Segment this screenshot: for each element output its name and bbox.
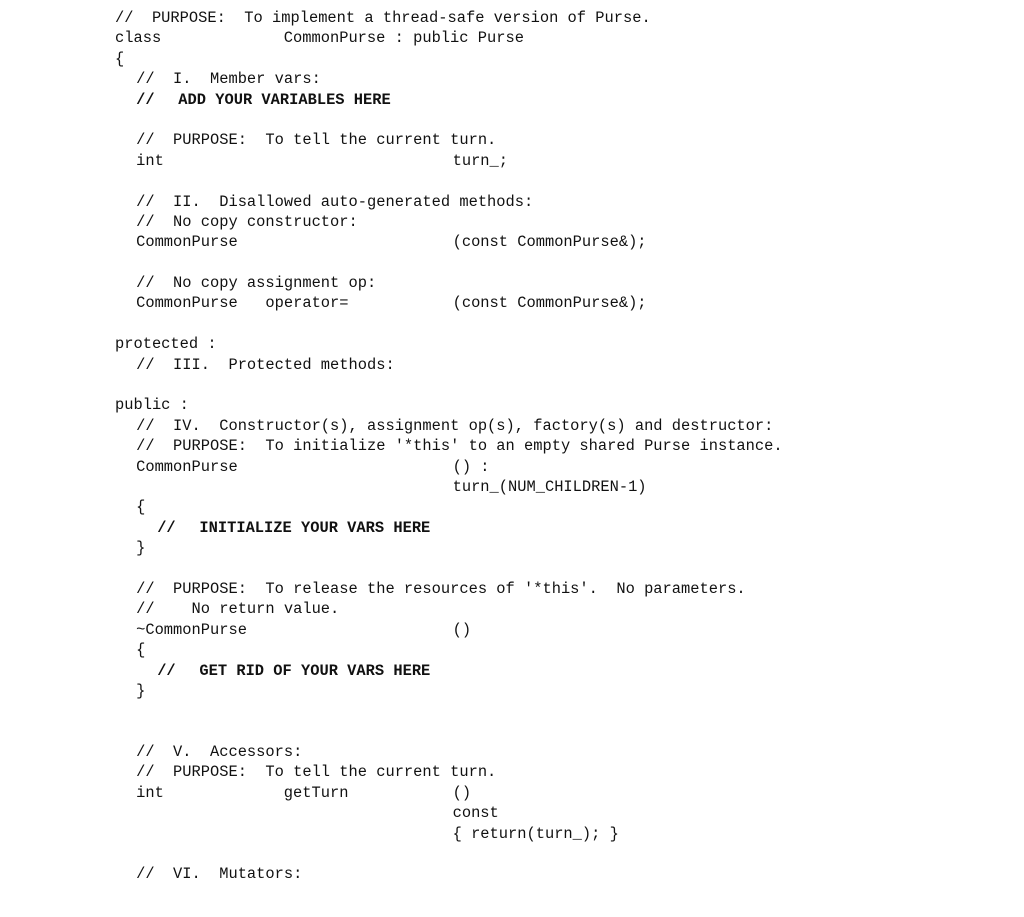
code-line <box>0 151 1024 171</box>
code-line <box>0 477 1024 497</box>
code-text: { return(turn_); } <box>452 824 619 843</box>
code-text: // PURPOSE: To release the resources of '*this'. No parameters. <box>136 579 746 598</box>
code-line <box>0 497 1024 517</box>
code-line <box>0 49 1024 69</box>
code-line <box>0 436 1024 456</box>
code-text: // No copy constructor: <box>136 212 358 231</box>
code-line <box>0 844 1024 864</box>
code-text: CommonPurse <box>136 233 238 252</box>
code-line <box>0 28 1024 48</box>
code-text: CommonPurse : public Purse <box>283 29 524 48</box>
code-line <box>0 192 1024 212</box>
code-text: public : <box>115 396 189 415</box>
code-line <box>0 864 1024 884</box>
code-text: } <box>136 539 146 558</box>
code-line <box>0 661 1024 681</box>
code-text: turn_; <box>452 151 509 170</box>
code-emphasis: GET RID OF YOUR VARS HERE <box>199 661 431 680</box>
code-line <box>0 783 1024 803</box>
code-text: { <box>136 498 146 517</box>
code-line <box>0 518 1024 538</box>
code-text: turn_(NUM_CHILDREN-1) <box>452 477 647 496</box>
code-line <box>0 824 1024 844</box>
code-text: () : <box>452 457 490 476</box>
code-line <box>0 457 1024 477</box>
code-line <box>0 110 1024 130</box>
code-line <box>0 232 1024 252</box>
code-line <box>0 803 1024 823</box>
code-text: // PURPOSE: To tell the current turn. <box>136 131 497 150</box>
code-line <box>0 314 1024 334</box>
code-text: { <box>136 641 146 660</box>
code-line <box>0 599 1024 619</box>
code-line <box>0 681 1024 701</box>
code-line <box>0 171 1024 191</box>
code-line <box>0 212 1024 232</box>
code-text: () <box>452 620 472 639</box>
code-text: int <box>136 151 164 170</box>
code-line <box>0 334 1024 354</box>
code-text: class <box>115 29 162 48</box>
code-line <box>0 742 1024 762</box>
code-line <box>0 762 1024 782</box>
code-line <box>0 416 1024 436</box>
code-text: CommonPurse <box>136 457 238 476</box>
code-text: ~CommonPurse <box>136 620 247 639</box>
code-listing <box>0 8 1024 885</box>
code-text: // II. Disallowed auto-generated methods: <box>136 192 534 211</box>
code-line <box>0 355 1024 375</box>
code-emphasis: // <box>136 90 155 109</box>
code-text: // V. Accessors: <box>136 743 303 762</box>
code-line <box>0 640 1024 660</box>
code-line <box>0 722 1024 742</box>
code-line <box>0 620 1024 640</box>
code-text: // No copy assignment op: <box>136 274 377 293</box>
code-text: const <box>452 804 499 823</box>
code-text: // III. Protected methods: <box>136 355 395 374</box>
code-text: () <box>452 783 472 802</box>
code-text: { <box>115 49 125 68</box>
code-line <box>0 375 1024 395</box>
code-line <box>0 701 1024 721</box>
code-text: CommonPurse operator= <box>136 294 349 313</box>
code-emphasis: // <box>157 518 176 537</box>
code-line <box>0 395 1024 415</box>
code-text: getTurn <box>283 783 349 802</box>
code-emphasis: // <box>157 661 176 680</box>
code-text: protected : <box>115 335 217 354</box>
code-line <box>0 69 1024 89</box>
code-line <box>0 8 1024 28</box>
code-text: (const CommonPurse&); <box>452 233 647 252</box>
code-text: // PURPOSE: To initialize '*this' to an empty shared Purse instance. <box>136 437 783 456</box>
code-line <box>0 579 1024 599</box>
code-text: // PURPOSE: To tell the current turn. <box>136 763 497 782</box>
code-text: // IV. Constructor(s), assignment op(s), factory(s) and destructor: <box>136 416 774 435</box>
code-text: // PURPOSE: To implement a thread-safe version of Purse. <box>115 9 651 27</box>
code-line <box>0 559 1024 579</box>
code-text: (const CommonPurse&); <box>452 294 647 313</box>
code-line <box>0 253 1024 273</box>
code-text: // VI. Mutators: <box>136 865 303 884</box>
code-text: // No return value. <box>136 600 340 619</box>
code-line <box>0 273 1024 293</box>
code-emphasis: ADD YOUR VARIABLES HERE <box>178 90 391 109</box>
code-emphasis: INITIALIZE YOUR VARS HERE <box>199 518 431 537</box>
code-line <box>0 130 1024 150</box>
code-line <box>0 538 1024 558</box>
code-text: // I. Member vars: <box>136 70 321 89</box>
code-text: } <box>136 681 146 700</box>
code-line <box>0 90 1024 110</box>
code-line <box>0 293 1024 313</box>
code-text: int <box>136 783 164 802</box>
